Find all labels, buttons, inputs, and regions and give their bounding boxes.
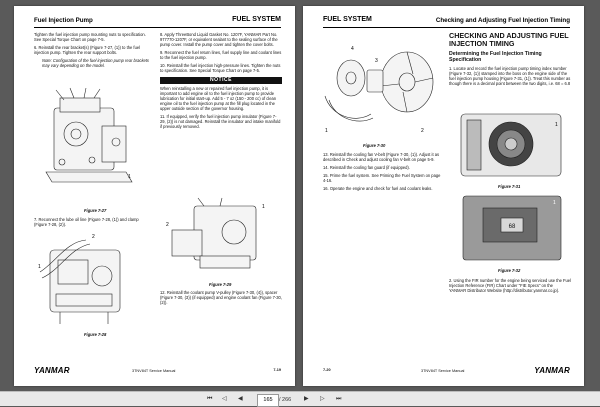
figure-7-28-oil-line-illustration: [36, 232, 146, 332]
header-chapter: FUEL SYSTEM: [323, 16, 372, 23]
header-section: Fuel Injection Pump: [34, 17, 93, 24]
header-chapter: FUEL SYSTEM: [232, 16, 281, 23]
left-page: [14, 6, 295, 386]
svg-text:2: 2: [92, 234, 95, 240]
figure-7-30-caption: Figure 7-30: [363, 143, 386, 148]
footer-page-number: 7-19: [273, 368, 281, 372]
step-16: 16. Operate the engine and check for fuel and coolant leaks.: [323, 186, 433, 191]
left-column-1: [34, 32, 152, 71]
right-column-2: [449, 32, 571, 89]
yanmar-logo: YANMAR: [534, 366, 570, 375]
intro-text: Tighten the fuel injection pump mounting nuts to specification. See Special Torque Chart on page 7-5.: [34, 32, 146, 42]
step-12: 12. Reinstall the coolant pump V-pulley (Figure 7-30, (4)), spacer (Figure 7-30, (3)) (if equipped) and engine coolant fan (Figure 7-30, (2)).: [160, 290, 282, 305]
svg-text:1: 1: [325, 128, 328, 134]
right-column-1: [323, 152, 443, 194]
step-6: 6. Reinstall the rear bracket(s) (Figure 7-27, (1)) to the fuel injection pump. Tighten the rear support bolts.: [34, 45, 141, 55]
right-page: [303, 6, 584, 386]
figure-7-32-timing-index-illustration: [453, 192, 571, 264]
svg-text:1: 1: [128, 174, 131, 180]
svg-text:4: 4: [351, 46, 354, 52]
figure-7-31-caption: Figure 7-31: [498, 184, 521, 189]
section-title: CHECKING AND ADJUSTING FUEL INJECTION TIMING: [449, 31, 569, 48]
left-page-header: [34, 16, 281, 28]
figure-7-28-caption: Figure 7-28: [84, 332, 107, 337]
next-page-button[interactable]: ▶: [304, 396, 309, 402]
step-13: 13. Reinstall the cooling fan V-belt (Figure 7-30, (1)). Adjust it as described in Check and adjust cooling fan V-belt on page 5-9.: [323, 152, 440, 162]
step-9: 9. Reconnect the fuel return lines, fuel supply line and coolant lines to the fuel injection pump.: [160, 50, 282, 60]
step-7: 7. Reconnect the lube oil line (Figure 7-28, (1)) and clamp (Figure 7-28, (2)).: [34, 217, 139, 227]
svg-text:2: 2: [166, 222, 169, 228]
figure-7-29-insulator-illustration: [164, 196, 282, 278]
nav-forward-button[interactable]: ▷: [320, 396, 325, 402]
right-page-header: [323, 16, 570, 28]
svg-text:3: 3: [375, 58, 378, 64]
nav-back-button[interactable]: ◁: [222, 396, 227, 402]
svg-text:1: 1: [553, 200, 556, 206]
svg-text:1: 1: [38, 264, 41, 270]
step-11: 11. If equipped, verify the fuel injection pump insulator (Figure 7-29, (2)) is not damaged. Reinstall the insulator and intake manifold if previously removed.: [160, 114, 281, 129]
svg-text:2: 2: [421, 128, 424, 134]
left-column-2b: [160, 290, 282, 308]
viewer-toolbar: [0, 391, 600, 406]
right-step-1: 1. Locate and record the fuel injection pump timing index number (Figure 7-32, (1)) stamped into the boss on the engine side of the fuel injection pump housing (Figure 7-31, (1)). Treat this number as though there is a decimal point between the two digits, i.e. 68 = 6.8: [449, 66, 571, 86]
footer-manual-title: 3TNV84T Service Manual: [421, 369, 465, 373]
left-column-1b: [34, 217, 152, 230]
step-15: 15. Prime the fuel system. See Priming the Fuel System on page 4-16.: [323, 173, 441, 183]
step-10: 10. Reinstall the fuel injection high-pressure lines. Tighten the nuts to specification. See Special Torque Chart on page 7-5.: [160, 63, 281, 73]
notice-text: When reinstalling a new or repaired fuel injection pump, it is important to add engine oil to the fuel injection pump to provide lubrication for initial start-up. Add 5 - 7 oz (150 - 200 cc) of clean engine oil to the fuel injection pump at the fill plug located in the upper outside section of the governor housing.: [160, 86, 277, 111]
step-6-note: Note: Configuration of the fuel injection pump rear brackets may vary depending on the model.: [42, 58, 149, 68]
header-section: Checking and Adjusting Fuel Injection Timing: [435, 17, 570, 24]
section-subtitle: Determining the Fuel Injection Timing Specification: [449, 51, 542, 63]
page-total: / 266: [279, 397, 292, 403]
step-8: 8. Apply ThreeBond Liquid Gasket No. 1207F, YANMAR Part No. 977770-1207F, or equivalent sealant to the sealing surface of the pump cover. Install the pump cover and tighten the cover bolts.: [160, 32, 278, 47]
svg-text:1: 1: [555, 122, 558, 128]
right-column-2b: [449, 278, 571, 296]
last-page-button[interactable]: ⏭: [336, 396, 342, 402]
right-page-footer: [323, 366, 570, 378]
figure-7-29-caption: Figure 7-29: [209, 282, 232, 287]
right-step-2: 2. Using the FIR number for the engine being serviced use the Fuel Injection Reference (FIR) Chart under "FIE Specs" on the YANMAR Distributor Website (http://distributor.yanmar.co.jp).: [449, 278, 571, 293]
step-14: 14. Reinstall the cooling fan guard (if equipped).: [323, 165, 410, 170]
page-number-input[interactable]: [257, 394, 279, 407]
yanmar-logo: YANMAR: [34, 366, 70, 375]
figure-7-27-pump-illustration: [36, 86, 146, 198]
notice-banner: NOTICE: [160, 77, 282, 84]
figure-7-27-caption: Figure 7-27: [84, 208, 107, 213]
figure-7-30-fan-pulley-illustration: [321, 34, 439, 138]
prev-page-button[interactable]: ◀: [238, 396, 243, 402]
footer-page-number: 7-20: [323, 368, 331, 372]
timing-index-number: 68: [508, 224, 516, 230]
footer-manual-title: 3TNV84T Service Manual: [132, 369, 176, 373]
first-page-button[interactable]: ⏮: [207, 396, 213, 402]
figure-7-31-pump-housing-illustration: [453, 108, 571, 182]
svg-text:1: 1: [262, 204, 265, 210]
left-page-footer: [34, 366, 281, 378]
left-column-2: [160, 32, 282, 132]
figure-7-32-caption: Figure 7-32: [498, 268, 521, 273]
